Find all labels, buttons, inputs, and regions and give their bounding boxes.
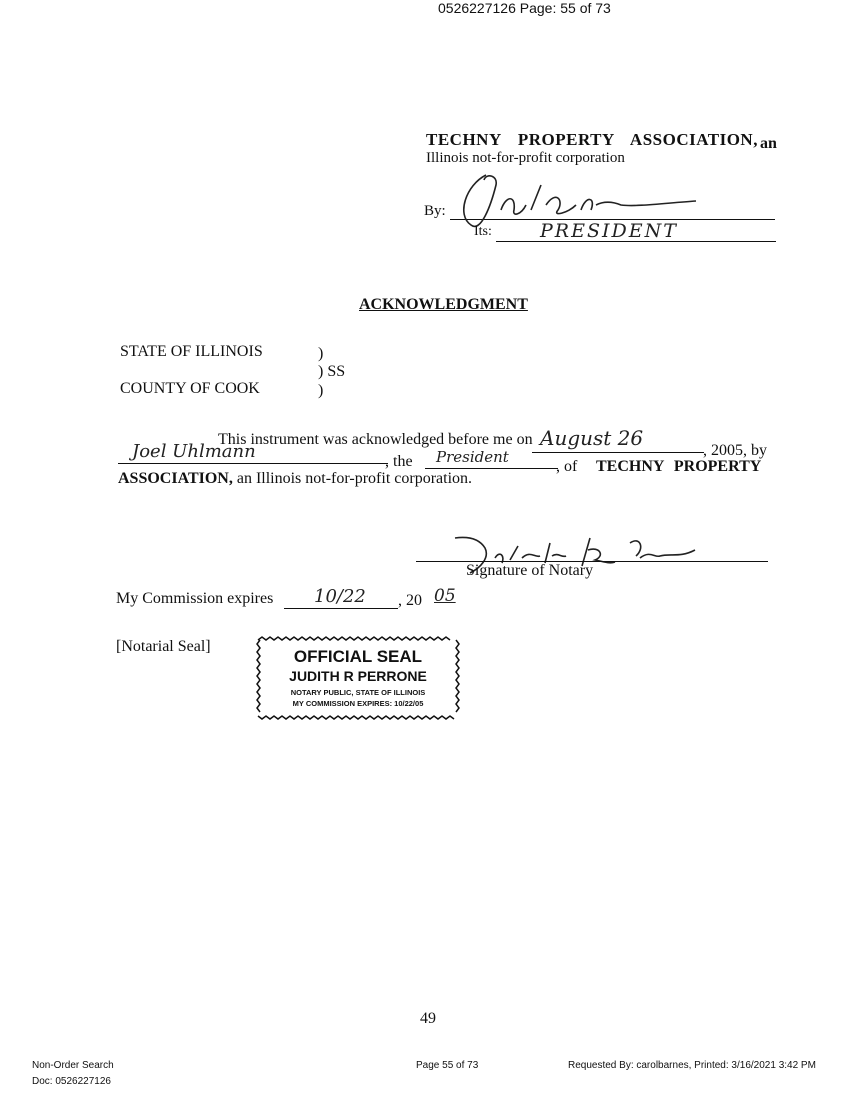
ack-line1: This instrument was acknowledged before me on bbox=[218, 431, 533, 448]
venue-paren-3: ) bbox=[318, 382, 324, 399]
by-label: By: bbox=[424, 203, 446, 219]
footer-right: Requested By: carolbarnes, Printed: 3/16/2021 3:42 PM bbox=[568, 1060, 816, 1071]
footer-left-2: Doc: 0526227126 bbox=[32, 1076, 111, 1087]
seal-line-3: NOTARY PUBLIC, STATE OF ILLINOIS bbox=[290, 688, 426, 697]
its-title-handwritten: PRESIDENT bbox=[540, 220, 678, 242]
ack-year: , 2005, by bbox=[703, 442, 767, 459]
ack-line3 bbox=[118, 470, 472, 488]
org-an: an bbox=[760, 135, 777, 152]
document-page-header: 0526227126 Page: 55 of 73 bbox=[438, 0, 611, 16]
ack-of-label: , of bbox=[556, 458, 578, 475]
seal-line-1: OFFICIAL SEAL bbox=[293, 647, 423, 666]
seal-line-2: JUDITH R PERRONE bbox=[289, 668, 427, 684]
ack-association-word: ASSOCIATION, bbox=[118, 470, 233, 487]
commission-year-handwritten: 05 bbox=[434, 586, 456, 606]
venue-ss: ) SS bbox=[318, 363, 346, 380]
acknowledgment-title: ACKNOWLEDGMENT bbox=[359, 296, 528, 313]
org-name bbox=[426, 130, 758, 150]
venue-paren-1: ) bbox=[318, 345, 324, 362]
ack-name-handwritten: Joel Uhlmann bbox=[132, 441, 256, 462]
ack-the-label: , the bbox=[385, 453, 413, 470]
state-label: STATE OF ILLINOIS bbox=[120, 343, 263, 360]
commission-label: My Commission expires bbox=[116, 590, 274, 607]
notary-signature-label: Signature of Notary bbox=[466, 562, 594, 579]
ack-line3-rest: an Illinois not-for-profit corporation. bbox=[236, 470, 473, 487]
commission-date-handwritten: 10/22 bbox=[314, 586, 366, 607]
org-name-text: TECHNY PROPERTY ASSOCIATION, bbox=[426, 130, 758, 149]
ack-title-handwritten: President bbox=[436, 448, 509, 466]
notarial-seal-label: [Notarial Seal] bbox=[116, 638, 211, 655]
footer-center: Page 55 of 73 bbox=[416, 1060, 479, 1071]
seal-line-4: MY COMMISSION EXPIRES: 10/22/05 bbox=[292, 699, 424, 708]
page-number: 49 bbox=[420, 1010, 436, 1027]
ack-assoc-name: TECHNY PROPERTY bbox=[596, 458, 762, 475]
org-description: Illinois not-for-profit corporation bbox=[426, 150, 625, 166]
commission-year-prefix: , 20 bbox=[398, 592, 422, 609]
footer-left-1: Non-Order Search bbox=[32, 1060, 114, 1071]
official-seal-stamp bbox=[256, 636, 460, 720]
county-label: COUNTY OF COOK bbox=[120, 380, 260, 397]
its-label: Its: bbox=[474, 224, 492, 239]
ack-date-handwritten: August 26 bbox=[540, 426, 644, 450]
